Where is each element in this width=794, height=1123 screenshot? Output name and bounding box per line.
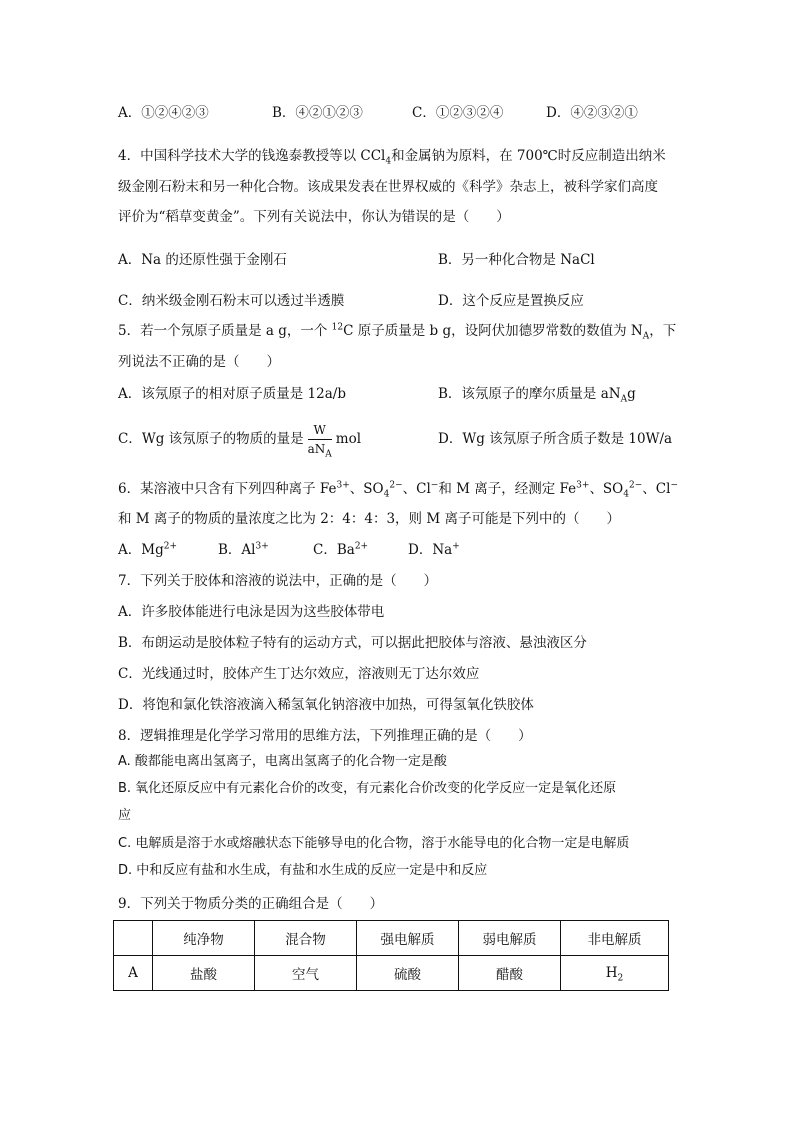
q3-option-b: B．④②①②③ bbox=[272, 105, 363, 121]
q5-stem-line1 bbox=[118, 322, 676, 340]
q6-text: 、Cl bbox=[642, 481, 671, 497]
table-cell: 盐酸 bbox=[153, 956, 255, 991]
table-header-cell: 混合物 bbox=[255, 921, 357, 956]
table-header-row bbox=[114, 921, 669, 956]
q8-option-b-line2: 应 bbox=[118, 808, 132, 823]
q3-option-a: A．①②④②③ bbox=[118, 105, 209, 121]
q5-text: C 原子质量是 b g，设阿伏加德罗常数的数值为 N bbox=[343, 323, 643, 339]
q6-text: 、SO bbox=[349, 481, 384, 497]
q4-stem-line1 bbox=[118, 147, 666, 165]
table-cell bbox=[561, 956, 669, 991]
q6-text: 6．某溶液中只含有下列四种离子 Fe bbox=[118, 481, 337, 497]
q4-option-b: B．另一种化合物是 NaCl bbox=[438, 252, 595, 268]
q6-option-c bbox=[313, 541, 408, 559]
q6-sup: 2+ bbox=[354, 541, 369, 552]
table-cell: 醋酸 bbox=[459, 956, 561, 991]
q4-option-a: A．Na 的还原性强于金刚石 bbox=[118, 252, 287, 268]
q6-text: B．Al bbox=[218, 542, 256, 558]
q6-sup: − bbox=[430, 480, 439, 491]
q5-text: 5．若一个氖原子质量是 a g，一个 bbox=[118, 323, 332, 339]
q6-sup: 3+ bbox=[255, 541, 269, 552]
q5-text: B．该氖原子的摩尔质量是 aN bbox=[438, 386, 621, 402]
q6-options bbox=[118, 541, 460, 559]
q4-stem-line3: 评价为“稻草变黄金”。下列有关说法中，你认为错误的是（ ） bbox=[118, 209, 510, 225]
q3-option-c: C．①②③②④ bbox=[412, 105, 504, 121]
q5-option-b bbox=[438, 385, 636, 403]
q6-sup: 2− bbox=[629, 480, 643, 491]
q6-sub: 4 bbox=[623, 489, 629, 500]
q6-text: 、Cl bbox=[402, 481, 431, 497]
q6-text: 、SO bbox=[589, 481, 624, 497]
q6-text: 和 M 离子，经测定 Fe bbox=[438, 481, 577, 497]
q8-option-b-line1: B. 氧化还原反应中有元素化合价的改变，有元素化合价改变的化学反应一定是氧化还原 bbox=[118, 781, 617, 796]
q9-sub: 2 bbox=[617, 973, 624, 984]
q4-option-d: D．这个反应是置换反应 bbox=[438, 293, 584, 309]
q7-option-a: A．许多胶体能进行电泳是因为这些胶体带电 bbox=[118, 604, 385, 620]
q5-text: ，下 bbox=[649, 323, 677, 339]
q5-sub: A bbox=[642, 331, 650, 342]
q6-sup: 2+ bbox=[163, 541, 177, 552]
q5-sub: A bbox=[620, 394, 628, 405]
table-header-cell: 强电解质 bbox=[357, 921, 459, 956]
q6-sup: 3+ bbox=[576, 480, 590, 491]
table-header-cell: 弱电解质 bbox=[459, 921, 561, 956]
q7-option-b: B．布朗运动是胶体粒子特有的运动方式，可以据此把胶体与溶液、悬浊液区分 bbox=[118, 635, 587, 651]
q4-text: 和金属钠为原料，在 700℃时反应制造出纳米 bbox=[391, 148, 666, 164]
q6-sup: − bbox=[670, 480, 678, 491]
table-header-cell: 非电解质 bbox=[561, 921, 669, 956]
q6-stem-line2: 和 M 离子的物质的量浓度之比为 2：4：4：3，则 M 离子可能是下列中的（ ） bbox=[118, 511, 620, 527]
q5-text: mol bbox=[335, 431, 362, 447]
q6-sub: 4 bbox=[383, 489, 390, 500]
q8-option-c: C. 电解质是溶于水或熔融状态下能够导电的化合物，溶于水能导电的化合物一定是电解质 bbox=[118, 836, 630, 851]
q6-sup: 2− bbox=[389, 480, 403, 491]
q5-text: g bbox=[627, 386, 636, 402]
q5-text: aN bbox=[307, 442, 326, 456]
q4-sub: 4 bbox=[385, 156, 392, 167]
q6-option-a bbox=[118, 541, 218, 559]
q9-stem: 9．下列关于物质分类的正确组合是（ ） bbox=[118, 896, 384, 912]
table-header-cell: 纯净物 bbox=[153, 921, 255, 956]
q7-option-d: D．将饱和氯化铁溶液滴入稀氢氧化钠溶液中加热，可得氢氧化铁胶体 bbox=[118, 697, 534, 713]
table-row-label: A bbox=[114, 956, 153, 991]
q5-option-c bbox=[118, 416, 361, 462]
q5-sup: 12 bbox=[331, 322, 344, 333]
q6-text: A．Mg bbox=[118, 542, 164, 558]
q8-option-d: D. 中和反应有盐和水生成，有盐和水生成的反应一定是中和反应 bbox=[118, 863, 488, 878]
q5-text: C．Wg 该氖原子的物质的量是 bbox=[118, 431, 304, 447]
fraction-denominator bbox=[307, 440, 332, 460]
q8-option-a: A. 酸都能电离出氢离子，电离出氢离子的化合物一定是酸 bbox=[118, 754, 447, 769]
q6-option-b bbox=[218, 541, 313, 559]
q7-stem: 7．下列关于胶体和溶液的说法中，正确的是（ ） bbox=[118, 573, 438, 589]
fraction-numerator: W bbox=[308, 422, 332, 440]
q4-option-c: C．纳米级金刚石粉末可以透过半透膜 bbox=[118, 293, 345, 309]
q8-stem: 8．逻辑推理是化学学习常用的思维方法，下列推理正确的是（ ） bbox=[118, 728, 532, 744]
q5-stem-line2: 列说法不正确的是（ ） bbox=[118, 354, 280, 370]
q5-fraction bbox=[307, 422, 332, 460]
q6-text: D．Na bbox=[408, 542, 453, 558]
q6-sup: 3+ bbox=[336, 480, 350, 491]
q6-option-d bbox=[408, 542, 460, 558]
table-cell: 空气 bbox=[255, 956, 357, 991]
classification-table bbox=[113, 920, 669, 991]
q3-option-d: D．④②③②① bbox=[546, 105, 638, 121]
q5-option-a: A．该氖原子的相对原子质量是 12a/b bbox=[118, 386, 346, 402]
q9-text: H bbox=[605, 965, 618, 981]
table-row bbox=[114, 956, 669, 991]
q5-sub: A bbox=[325, 449, 332, 460]
q7-option-c: C．光线通过时，胶体产生丁达尔效应，溶液则无丁达尔效应 bbox=[118, 666, 480, 682]
q6-text: C．Ba bbox=[313, 542, 355, 558]
q4-stem-line2: 级金刚石粉末和另一种化合物。该成果发表在世界权威的《科学》杂志上，被科学家们高度 bbox=[118, 179, 658, 195]
q4-text: 4．中国科学技术大学的钱逸泰教授等以 CCl bbox=[118, 148, 386, 164]
q5-option-d: D．Wg 该氖原子所含质子数是 10W/a bbox=[438, 431, 673, 447]
table-header-cell bbox=[114, 921, 153, 956]
q6-stem-line1 bbox=[118, 480, 678, 498]
q6-sup: + bbox=[452, 541, 460, 552]
table-cell: 硫酸 bbox=[357, 956, 459, 991]
